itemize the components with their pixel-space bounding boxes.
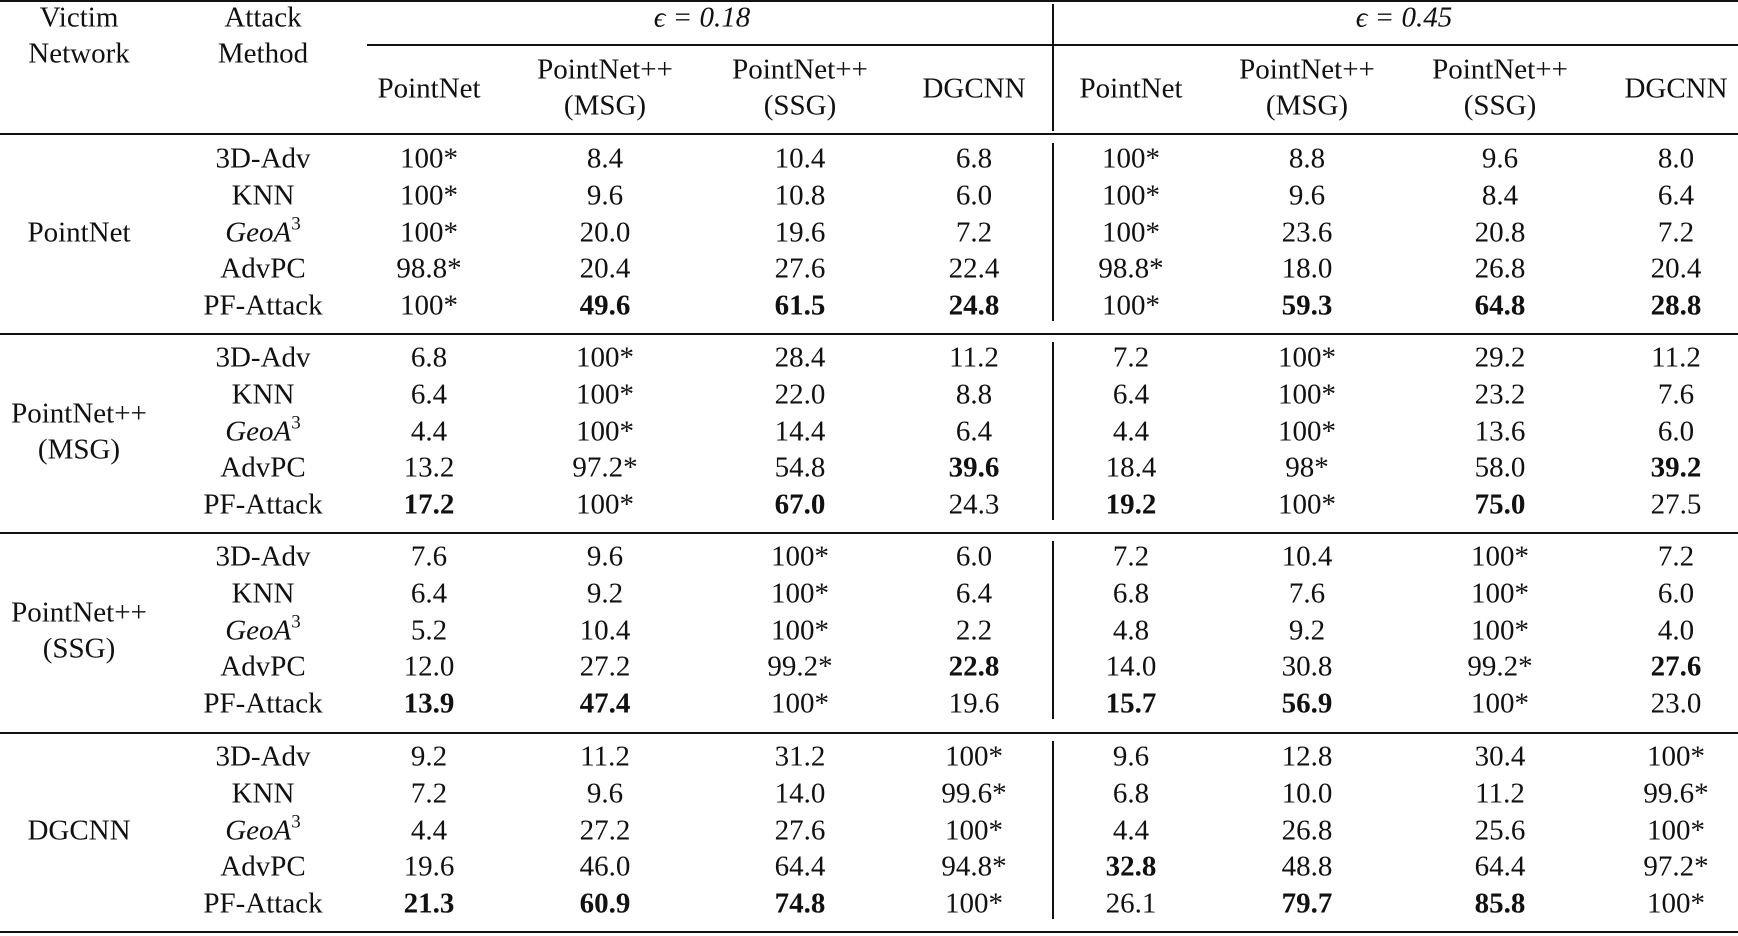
table-cell: 79.7 <box>1281 887 1333 920</box>
table-cell: 22.8 <box>948 650 1000 683</box>
table-cell: 30.4 <box>1474 740 1526 773</box>
table-cell: 9.6 <box>586 540 624 573</box>
table-cell: 64.4 <box>1474 850 1526 883</box>
top-rule <box>0 0 1738 2</box>
table-cell: 97.2* <box>1643 850 1709 883</box>
block-separator <box>0 532 1738 534</box>
table-cell: 100* <box>576 415 634 448</box>
table-cell: 11.2 <box>949 341 999 374</box>
table-cell: 100* <box>1647 740 1705 773</box>
table-cell: 64.4 <box>774 850 826 883</box>
table-cell: 8.8 <box>1288 142 1326 175</box>
table-cell: 100* <box>771 540 829 573</box>
table-cell: 6.4 <box>955 415 993 448</box>
table-cell: 17.2 <box>403 488 455 521</box>
attack-method-label: AdvPC <box>220 650 306 683</box>
table-cell: 10.8 <box>774 179 826 212</box>
table-cell: 27.6 <box>1650 650 1702 683</box>
table-cell: 21.3 <box>403 887 455 920</box>
table-cell: 11.2 <box>1475 777 1525 810</box>
method-name: GeoA <box>225 614 292 647</box>
table-cell: 15.7 <box>1105 687 1157 720</box>
table-cell: 10.4 <box>774 142 826 175</box>
method-name: GeoA <box>225 814 292 847</box>
table-cell: 100* <box>1102 216 1160 249</box>
table-cell: 23.2 <box>1474 378 1526 411</box>
attack-method-label: 3D-Adv <box>215 341 311 374</box>
table-cell: 100* <box>400 289 458 322</box>
group-divider-header <box>1052 4 1054 131</box>
table-cell: 100* <box>576 488 634 521</box>
table-cell: 39.2 <box>1650 451 1702 484</box>
table-cell: 14.0 <box>1105 650 1157 683</box>
table-cell: 4.4 <box>410 814 448 847</box>
table-cell: 23.0 <box>1650 687 1702 720</box>
column-header-line1: PointNet++ <box>732 53 868 86</box>
table-cell: 19.6 <box>403 850 455 883</box>
table-cell: 6.4 <box>1112 378 1150 411</box>
table-cell: 56.9 <box>1281 687 1333 720</box>
attack-method-label: KNN <box>231 777 295 810</box>
attack-method-label: AdvPC <box>220 451 306 484</box>
method-superscript: 3 <box>291 213 301 235</box>
column-header: DGCNN <box>922 72 1026 105</box>
table-cell: 97.2* <box>572 451 638 484</box>
table-cell: 100* <box>771 614 829 647</box>
table-cell: 100* <box>1471 687 1529 720</box>
table-cell: 9.2 <box>586 577 624 610</box>
table-cell: 13.9 <box>403 687 455 720</box>
table-cell: 100* <box>1278 488 1336 521</box>
group-divider <box>1052 541 1054 719</box>
table-cell: 8.4 <box>586 142 624 175</box>
table-cell: 100* <box>1647 814 1705 847</box>
table-cell: 14.0 <box>774 777 826 810</box>
table-cell: 27.2 <box>579 650 631 683</box>
table-cell: 32.8 <box>1105 850 1157 883</box>
table-cell: 99.6* <box>941 777 1007 810</box>
table-cell: 75.0 <box>1474 488 1526 521</box>
victim-network-label: (MSG) <box>37 433 121 466</box>
table-cell: 6.4 <box>1657 179 1695 212</box>
table-cell: 28.4 <box>774 341 826 374</box>
table-cell: 54.8 <box>774 451 826 484</box>
table-cell: 7.2 <box>1112 540 1150 573</box>
table-cell: 23.6 <box>1281 216 1333 249</box>
table-cell: 26.8 <box>1281 814 1333 847</box>
method-superscript: 3 <box>291 611 301 633</box>
table-cell: 6.8 <box>955 142 993 175</box>
table-cell: 47.4 <box>579 687 631 720</box>
table-cell: 14.4 <box>774 415 826 448</box>
table-cell: 9.6 <box>1288 179 1326 212</box>
table-cell: 13.2 <box>403 451 455 484</box>
table-cell: 94.8* <box>941 850 1007 883</box>
table-cell: 4.4 <box>410 415 448 448</box>
table-cell: 100* <box>576 378 634 411</box>
table-cell: 28.8 <box>1650 289 1702 322</box>
table-cell: 7.2 <box>1112 341 1150 374</box>
table-cell: 12.0 <box>403 650 455 683</box>
table-cell: 98* <box>1285 451 1329 484</box>
table-cell: 27.2 <box>579 814 631 847</box>
epsilon-group-2: ϵ = 0.45 <box>1355 1 1453 34</box>
table-cell: 6.4 <box>410 577 448 610</box>
table-cell: 9.2 <box>1288 614 1326 647</box>
table-cell: 61.5 <box>774 289 826 322</box>
table-cell: 74.8 <box>774 887 826 920</box>
table-cell: 7.2 <box>1657 216 1695 249</box>
header-attack-line1: Attack <box>224 1 302 34</box>
attack-method-label: 3D-Adv <box>215 540 311 573</box>
block-separator <box>0 133 1738 135</box>
victim-network-label: DGCNN <box>27 814 131 847</box>
table-cell: 39.6 <box>948 451 1000 484</box>
table-cell: 100* <box>1278 415 1336 448</box>
header-victim-line1: Victim <box>39 1 119 34</box>
attack-method-label: KNN <box>231 179 295 212</box>
table-cell: 100* <box>1102 289 1160 322</box>
table-cell: 99.2* <box>767 650 833 683</box>
table-cell: 8.8 <box>955 378 993 411</box>
table-cell: 4.4 <box>1112 415 1150 448</box>
table-cell: 12.8 <box>1281 740 1333 773</box>
table-cell: 27.5 <box>1650 488 1702 521</box>
table-cell: 100* <box>945 814 1003 847</box>
table-cell: 100* <box>1102 142 1160 175</box>
table-cell: 19.6 <box>948 687 1000 720</box>
column-header-line2: (MSG) <box>563 89 647 122</box>
table-cell: 59.3 <box>1281 289 1333 322</box>
table-cell: 6.8 <box>1112 777 1150 810</box>
header-attack-line2: Method <box>217 37 309 70</box>
table-cell: 6.0 <box>1657 415 1695 448</box>
method-superscript: 3 <box>291 811 301 833</box>
table-cell: 8.4 <box>1481 179 1519 212</box>
table-cell: 100* <box>1102 179 1160 212</box>
table-cell: 7.6 <box>1288 577 1326 610</box>
table-cell: 46.0 <box>579 850 631 883</box>
attack-method-label: PF-Attack <box>203 488 323 521</box>
table-cell: 11.2 <box>1651 341 1701 374</box>
table-cell: 13.6 <box>1474 415 1526 448</box>
attack-method-label: KNN <box>231 577 295 610</box>
table-cell: 19.2 <box>1105 488 1157 521</box>
attack-method-label: PF-Attack <box>203 887 323 920</box>
table-cell: 20.4 <box>579 252 631 285</box>
header-victim-line2: Network <box>28 37 130 70</box>
column-header-line2: (SSG) <box>763 89 837 122</box>
table-cell: 7.6 <box>410 540 448 573</box>
block-separator <box>0 732 1738 734</box>
table-cell: 7.2 <box>955 216 993 249</box>
attack-method-label <box>225 412 301 448</box>
attack-method-label: KNN <box>231 378 295 411</box>
attack-method-label: AdvPC <box>220 850 306 883</box>
table-cell: 9.2 <box>410 740 448 773</box>
table-cell: 4.4 <box>1112 814 1150 847</box>
table-cell: 24.3 <box>948 488 1000 521</box>
table-cell: 49.6 <box>579 289 631 322</box>
group-divider <box>1052 741 1054 919</box>
table-cell: 100* <box>400 179 458 212</box>
table-cell: 20.4 <box>1650 252 1702 285</box>
table-cell: 100* <box>1471 540 1529 573</box>
table-cell: 30.8 <box>1281 650 1333 683</box>
table-cell: 6.0 <box>955 540 993 573</box>
group-divider <box>1052 342 1054 520</box>
column-header: PointNet <box>1079 72 1183 105</box>
attack-method-label: PF-Attack <box>203 289 323 322</box>
table-cell: 100* <box>771 687 829 720</box>
victim-network-label: PointNet++ <box>11 397 147 430</box>
table-cell: 100* <box>1647 887 1705 920</box>
column-header: DGCNN <box>1624 72 1728 105</box>
table-cell: 24.8 <box>948 289 1000 322</box>
victim-network-label: PointNet++ <box>11 596 147 629</box>
table-cell: 7.2 <box>1657 540 1695 573</box>
table-cell: 9.6 <box>586 179 624 212</box>
table-cell: 5.2 <box>410 614 448 647</box>
method-name: GeoA <box>225 415 292 448</box>
method-name: GeoA <box>225 216 292 249</box>
table-cell: 11.2 <box>580 740 630 773</box>
table-cell: 6.0 <box>955 179 993 212</box>
table-cell: 64.8 <box>1474 289 1526 322</box>
table-cell: 27.6 <box>774 252 826 285</box>
column-header: PointNet <box>377 72 481 105</box>
table-cell: 100* <box>945 887 1003 920</box>
table-cell: 31.2 <box>774 740 826 773</box>
victim-network-label: PointNet <box>27 216 131 249</box>
table-cell: 8.0 <box>1657 142 1695 175</box>
table-cell: 18.0 <box>1281 252 1333 285</box>
table-cell: 6.4 <box>410 378 448 411</box>
table-cell: 20.8 <box>1474 216 1526 249</box>
attack-method-label: 3D-Adv <box>215 142 311 175</box>
table-cell: 7.2 <box>410 777 448 810</box>
table-cell: 100* <box>400 216 458 249</box>
table-cell: 9.6 <box>1481 142 1519 175</box>
column-header-line2: (MSG) <box>1265 89 1349 122</box>
attack-method-label: PF-Attack <box>203 687 323 720</box>
table-cell: 100* <box>1471 614 1529 647</box>
table-cell: 26.8 <box>1474 252 1526 285</box>
table-cell: 100* <box>576 341 634 374</box>
table-cell: 60.9 <box>579 887 631 920</box>
table-cell: 29.2 <box>1474 341 1526 374</box>
table-cell: 10.4 <box>1281 540 1333 573</box>
table-cell: 85.8 <box>1474 887 1526 920</box>
table-cell: 100* <box>771 577 829 610</box>
column-header-line1: PointNet++ <box>1432 53 1568 86</box>
table-cell: 10.0 <box>1281 777 1333 810</box>
table-cell: 22.4 <box>948 252 1000 285</box>
table-cell: 100* <box>1278 341 1336 374</box>
table-cell: 6.8 <box>1112 577 1150 610</box>
table-cell: 58.0 <box>1474 451 1526 484</box>
table-cell: 6.8 <box>410 341 448 374</box>
table-cell: 9.6 <box>1112 740 1150 773</box>
method-superscript: 3 <box>291 412 301 434</box>
table-cell: 4.0 <box>1657 614 1695 647</box>
table-cell: 19.6 <box>774 216 826 249</box>
table-cell: 100* <box>945 740 1003 773</box>
table-cell: 7.6 <box>1657 378 1695 411</box>
victim-network-label: (SSG) <box>42 632 116 665</box>
table-cell: 6.4 <box>955 577 993 610</box>
table-cell: 100* <box>1278 378 1336 411</box>
attack-method-label <box>225 213 301 249</box>
column-header-line1: PointNet++ <box>537 53 673 86</box>
table-cell: 25.6 <box>1474 814 1526 847</box>
epsilon-group-1: ϵ = 0.18 <box>653 1 751 34</box>
group-divider <box>1052 143 1054 321</box>
table-cell: 22.0 <box>774 378 826 411</box>
table-cell: 4.8 <box>1112 614 1150 647</box>
table-cell: 18.4 <box>1105 451 1157 484</box>
table-cell: 48.8 <box>1281 850 1333 883</box>
table-cell: 27.6 <box>774 814 826 847</box>
table-cell: 99.6* <box>1643 777 1709 810</box>
table-cell: 100* <box>400 142 458 175</box>
table-cell: 99.2* <box>1467 650 1533 683</box>
block-separator <box>0 333 1738 335</box>
table-cell: 2.2 <box>955 614 993 647</box>
attack-method-label <box>225 611 301 647</box>
attack-method-label: AdvPC <box>220 252 306 285</box>
table-cell: 9.6 <box>586 777 624 810</box>
column-header-line2: (SSG) <box>1463 89 1537 122</box>
column-header-line1: PointNet++ <box>1239 53 1375 86</box>
table-cell: 10.4 <box>579 614 631 647</box>
table-cell: 6.0 <box>1657 577 1695 610</box>
table-cell: 26.1 <box>1105 887 1157 920</box>
table-cell: 20.0 <box>579 216 631 249</box>
table-cell: 100* <box>1471 577 1529 610</box>
table-cell: 98.8* <box>1098 252 1164 285</box>
attack-method-label <box>225 811 301 847</box>
attack-method-label: 3D-Adv <box>215 740 311 773</box>
bottom-rule <box>0 931 1738 933</box>
table-cell: 67.0 <box>774 488 826 521</box>
table-cell: 98.8* <box>396 252 462 285</box>
